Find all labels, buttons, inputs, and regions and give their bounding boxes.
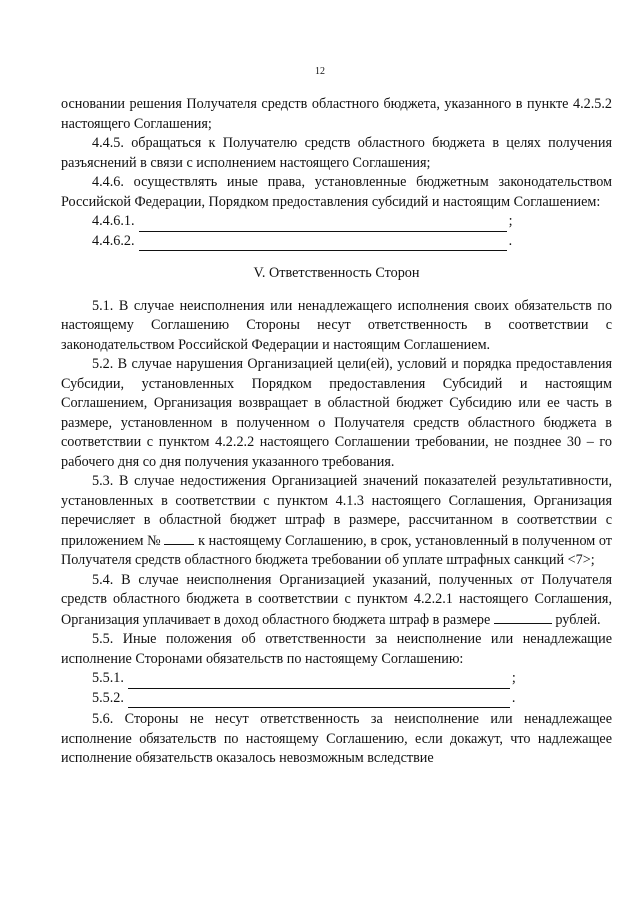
section-heading: V. Ответственность Сторон (253, 265, 420, 281)
blank-rule (128, 674, 510, 689)
item-label: 4.4.6.1. (92, 213, 135, 229)
item-tail: . (511, 689, 516, 706)
document-body (61, 95, 612, 769)
paragraph-4-4-5: 4.4.5. обращаться к Получателю средств областного бюджета в целях получения разъяснений в связи с исполнением настоящего Соглашения; (61, 135, 612, 171)
fill-line-5-5-2 (61, 689, 612, 709)
paragraph-5-4-end: рублей. (555, 611, 601, 628)
paragraph-5-3 (61, 472, 612, 571)
item-label: 5.5.1. (92, 670, 124, 686)
paragraph-5-3-end: к настоящему Соглашению, в срок, установленный в полученном от Получателя средств областного бюджета требовании об уплате штрафных санкций <7>; (61, 532, 613, 568)
paragraph-5-4 (61, 571, 612, 631)
paragraph-5-5: 5.5. Иные положения об ответственности за неисполнение или ненадлежащие исполнение Сторонами обязательств по настоящему Соглашению: (61, 631, 612, 667)
item-tail: . (508, 232, 513, 249)
paragraph-4-4-6: 4.4.6. осуществлять иные права, установленные бюджетным законодательством Российской Федерации, Порядком предоставления субсидий и настоящим Соглашением: (61, 174, 612, 210)
fill-line-5-5-1 (61, 669, 612, 689)
annex-number-blank (164, 531, 194, 545)
fine-amount-blank (494, 610, 552, 624)
item-label: 5.5.2. (92, 689, 124, 706)
paragraph-5-3-start: 5.3. В случае недостижения Организацией значений показателей результативности, установленных в соответствии с пунктом 4.1.3 настоящего Соглашения, Организация перечисляет в областной бюджет штраф в размере, рассчитанном в соответствии с приложением № (61, 473, 612, 549)
blank-rule (128, 693, 510, 708)
item-tail: ; (508, 213, 513, 229)
paragraph-5-2: 5.2. В случае нарушения Организацией цели(ей), условий и порядка предоставления Субсидии, установленных Порядком предоставления Субсидий и настоящим Соглашением, Организация возвращает в областной бюджет Субсидию или ее часть в размере, установленном в полученном о Получателя средств областного бюджета в соответствии с пунктом 4.2.2.2 настоящего Соглашении требовании, не позднее 30 – го рабочего дня со дня получения указанного требования. (61, 356, 612, 470)
page-number: 12 (315, 66, 325, 77)
paragraph-continuation: основании решения Получателя средств областного бюджета, указанного в пункте 4.2.5.2 настоящего Соглашения; (61, 96, 612, 132)
item-label: 4.4.6.2. (92, 232, 135, 249)
paragraph-5-1: 5.1. В случае неисполнения или ненадлежащего исполнения своих обязательств по настоящему Соглашению Стороны несут ответственность в соответствии с законодательством Российской Федерации и настоящим Соглашением. (61, 297, 612, 353)
blank-rule (139, 217, 507, 232)
fill-line-4-4-6-2 (61, 232, 612, 252)
blank-rule (139, 236, 507, 251)
fill-line-4-4-6-1 (61, 212, 612, 232)
paragraph-5-6: 5.6. Стороны не несут ответственность за неисполнение или ненадлежащее исполнение обязательств по настоящему Соглашению, если докажут, что надлежащее исполнение обязательств оказалось невозможным вследствие (61, 711, 612, 766)
paragraph-5-4-start: 5.4. В случае неисполнения Организацией указаний, полученных от Получателя средств областного бюджета в соответствии с пунктом 4.2.2.1 настоящего Соглашения, Организация уплачивает в доход областного бюджета штраф в размере (61, 571, 612, 628)
item-tail: ; (511, 670, 516, 686)
